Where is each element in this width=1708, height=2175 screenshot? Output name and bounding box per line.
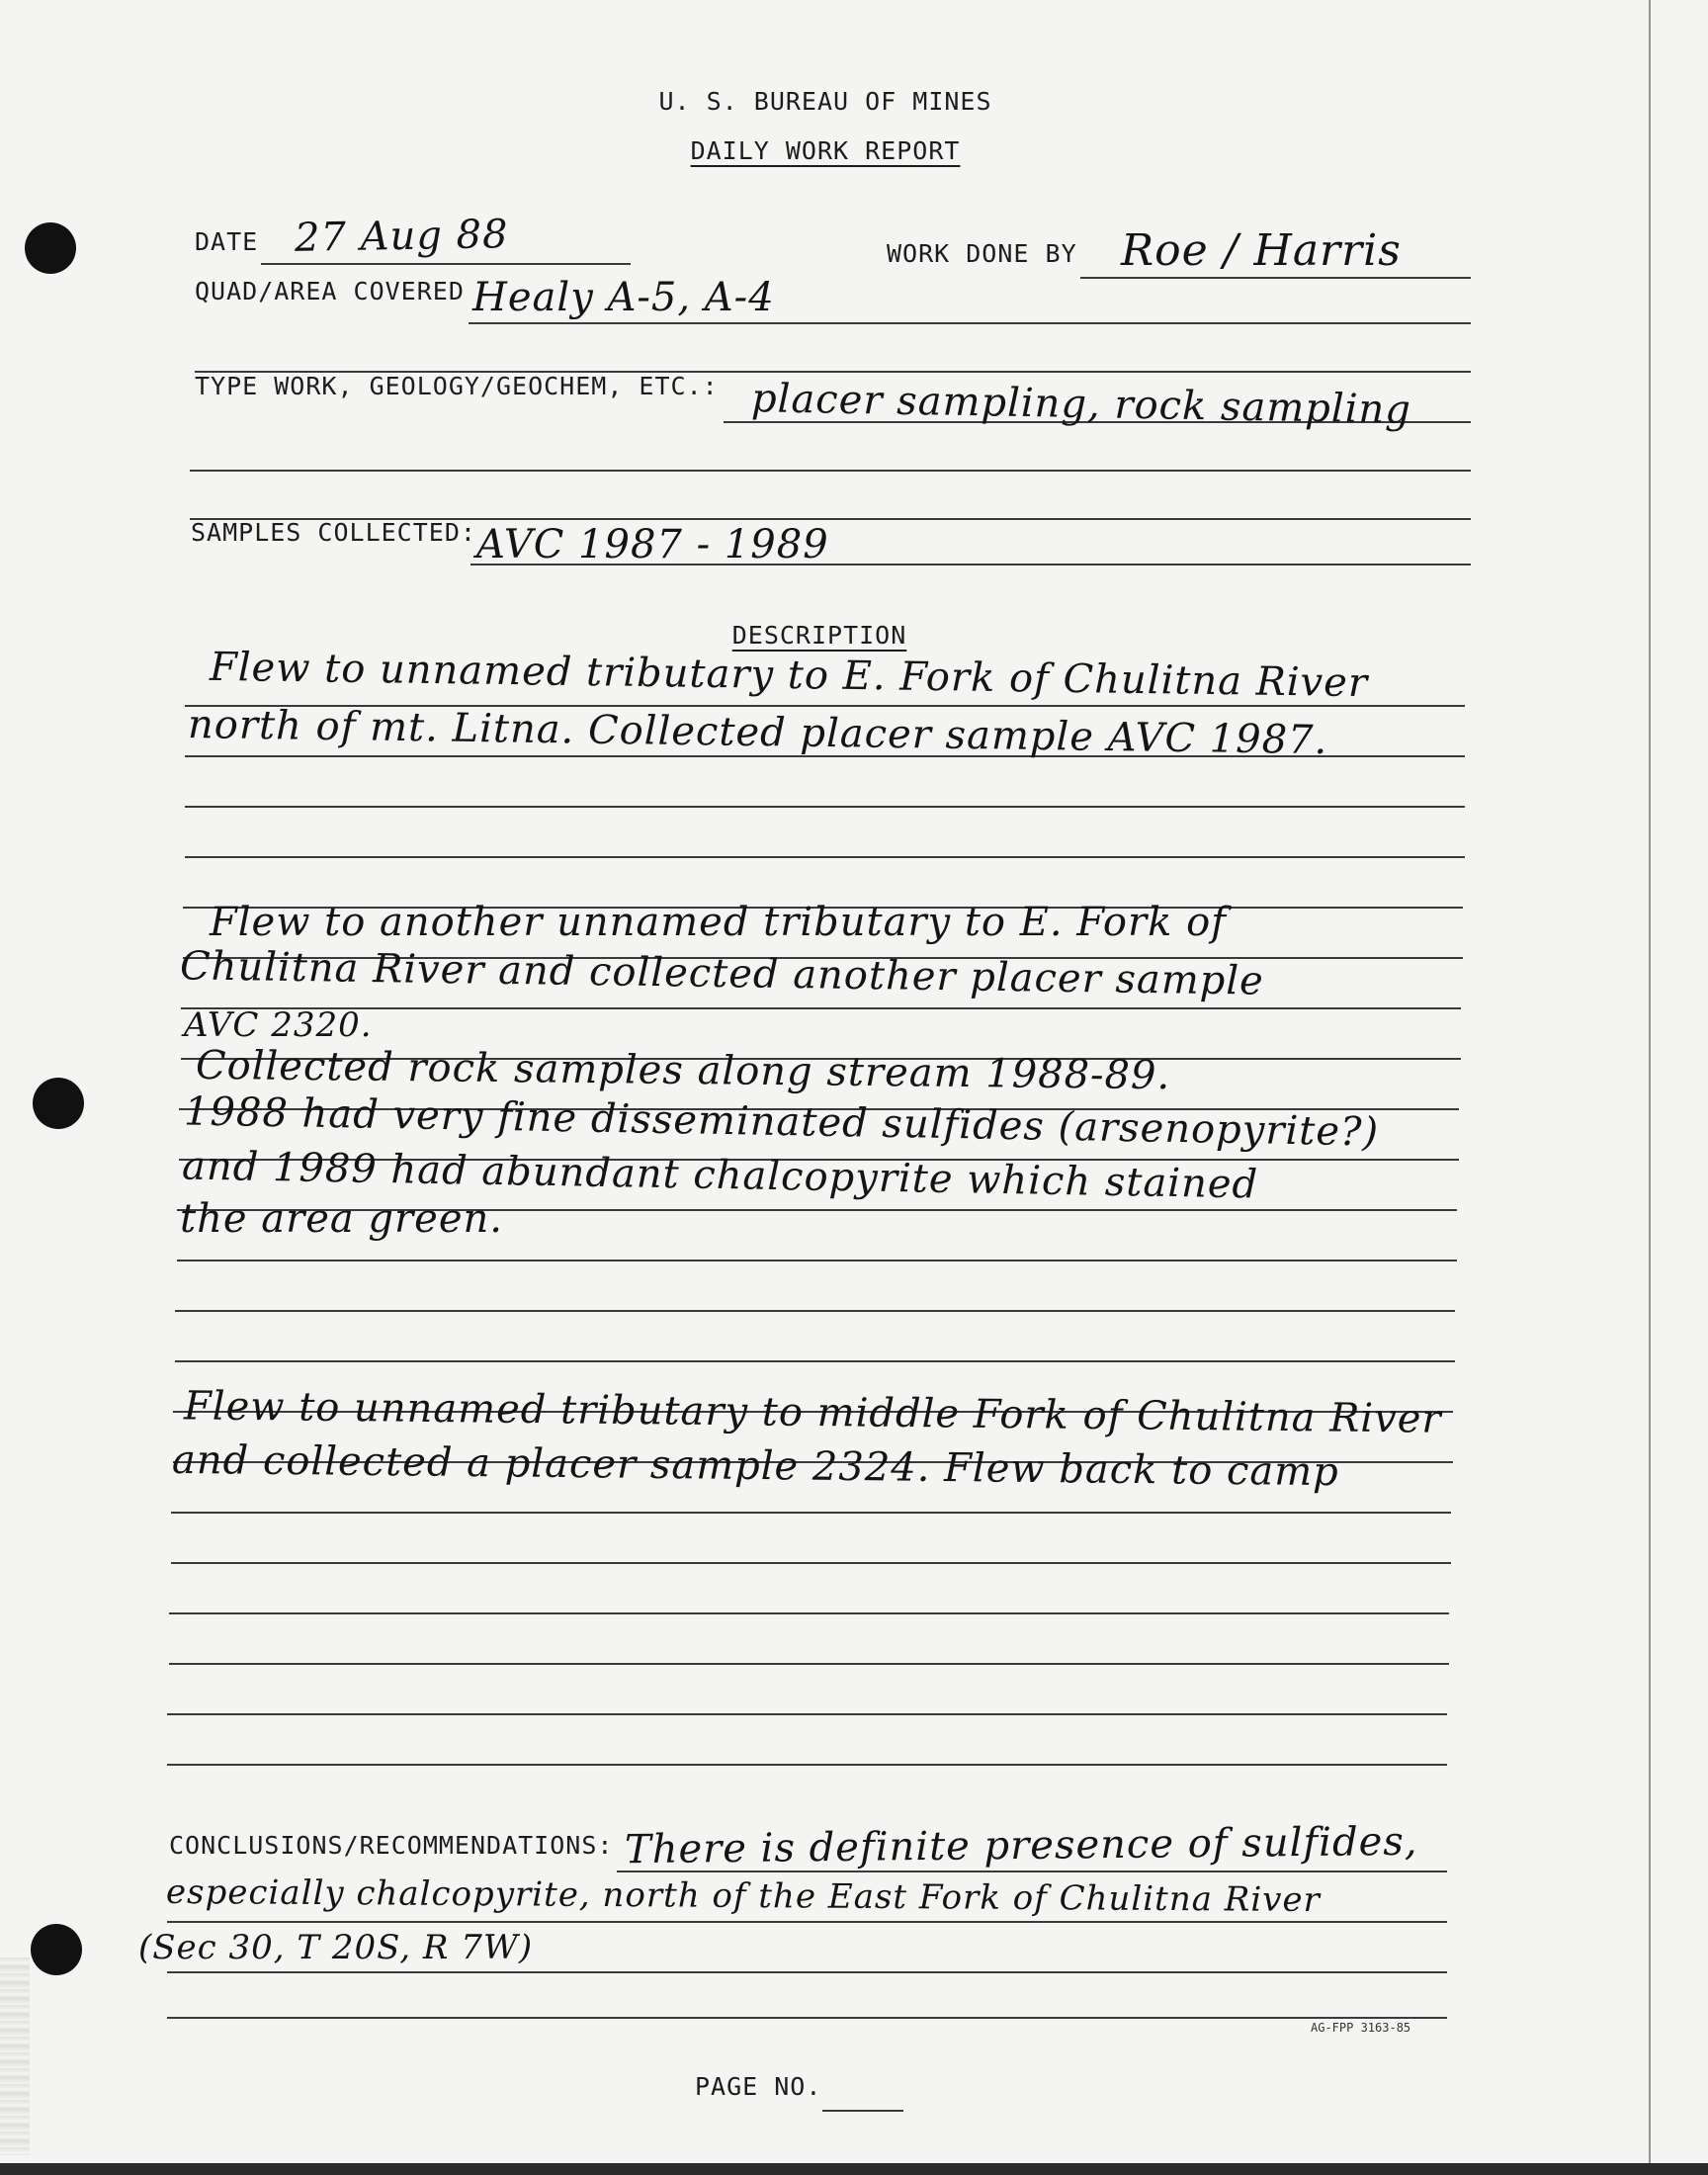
description-line-20 <box>169 1663 1449 1665</box>
form-title: DAILY WORK REPORT <box>690 136 961 165</box>
quad-area-label: QUAD/AREA COVERED <box>195 277 465 305</box>
description-line-12 <box>177 1260 1457 1262</box>
page-edge-right <box>1649 0 1651 2175</box>
work-done-by-label: WORK DONE BY <box>887 239 1077 268</box>
scan-specks <box>0 1958 30 2155</box>
description-line-4 <box>185 856 1465 858</box>
work-done-by-line <box>1080 277 1471 279</box>
description-text-8: and 1989 had abundant chalcopyrite which stained <box>181 1143 1259 1208</box>
form-code: AG-FPP 3163-85 <box>1311 2021 1411 2035</box>
page-edge-bottom <box>0 2163 1708 2175</box>
samples-collected-value: AVC 1987 - 1989 <box>476 522 829 567</box>
punch-hole-middle <box>33 1078 84 1129</box>
samples-collected-label: SAMPLES COLLECTED: <box>191 518 476 547</box>
punch-hole-bottom <box>31 1924 82 1975</box>
description-text-11: and collected a placer sample 2324. Flew back to camp <box>171 1436 1340 1496</box>
type-work-line-2 <box>190 470 1471 472</box>
work-done-by-value: Roe / Harris <box>1121 225 1402 276</box>
conclusions-text-2: especially chalcopyrite, north of the East Fork of Chulitna River <box>165 1871 1321 1921</box>
description-text-6: Collected rock samples along stream 1988-89. <box>195 1042 1171 1099</box>
conclusions-text-1: There is definite presence of sulfides, <box>624 1818 1418 1873</box>
date-value: 27 Aug 88 <box>294 212 509 261</box>
description-text-7: 1988 had very fine disseminated sulfides (arsenopyrite?) <box>183 1088 1380 1156</box>
description-text-4: Chulitna River and collected another placer sample <box>179 943 1265 1004</box>
description-line-22 <box>167 1764 1447 1766</box>
type-work-label: TYPE WORK, GEOLOGY/GEOCHEM, ETC.: <box>195 372 719 400</box>
description-line-19 <box>169 1612 1449 1614</box>
conclusions-label: CONCLUSIONS/RECOMMENDATIONS: <box>169 1831 614 1860</box>
description-text-5: AVC 2320. <box>184 1005 373 1045</box>
description-line-3 <box>185 806 1465 808</box>
date-label: DATE <box>195 227 259 256</box>
punch-hole-top <box>25 222 76 274</box>
description-line-14 <box>175 1360 1455 1362</box>
page-number-line <box>822 2110 903 2112</box>
date-line <box>261 263 631 265</box>
conclusions-line-4 <box>167 2017 1447 2019</box>
description-line-21 <box>167 1713 1447 1715</box>
conclusions-text-3: (Sec 30, T 20S, R 7W) <box>138 1928 534 1967</box>
agency-title: U. S. BUREAU OF MINES <box>658 87 992 116</box>
quad-area-value: Healy A-5, A-4 <box>472 275 775 320</box>
description-text-10: Flew to unnamed tributary to middle Fork of Chulitna River <box>183 1383 1442 1442</box>
quad-area-line <box>469 322 1471 324</box>
description-text-2: north of mt. Litna. Collected placer sample AVC 1987. <box>187 701 1328 764</box>
description-line-18 <box>171 1562 1451 1564</box>
conclusions-line-3 <box>167 1971 1447 1973</box>
description-text-1: Flew to unnamed tributary to E. Fork of Chulitna River <box>209 644 1369 707</box>
description-heading: DESCRIPTION <box>731 621 907 650</box>
description-text-3: Flew to another unnamed tributary to E. Fork of <box>210 900 1227 945</box>
page-number-label: PAGE NO. <box>695 2072 822 2101</box>
description-line-13 <box>175 1310 1455 1312</box>
type-work-value: placer sampling, rock sampling <box>750 376 1412 433</box>
conclusions-line-2 <box>167 1921 1447 1923</box>
description-line-17 <box>171 1512 1451 1514</box>
description-text-9: the area green. <box>180 1196 503 1242</box>
description-line-7 <box>181 1007 1461 1009</box>
